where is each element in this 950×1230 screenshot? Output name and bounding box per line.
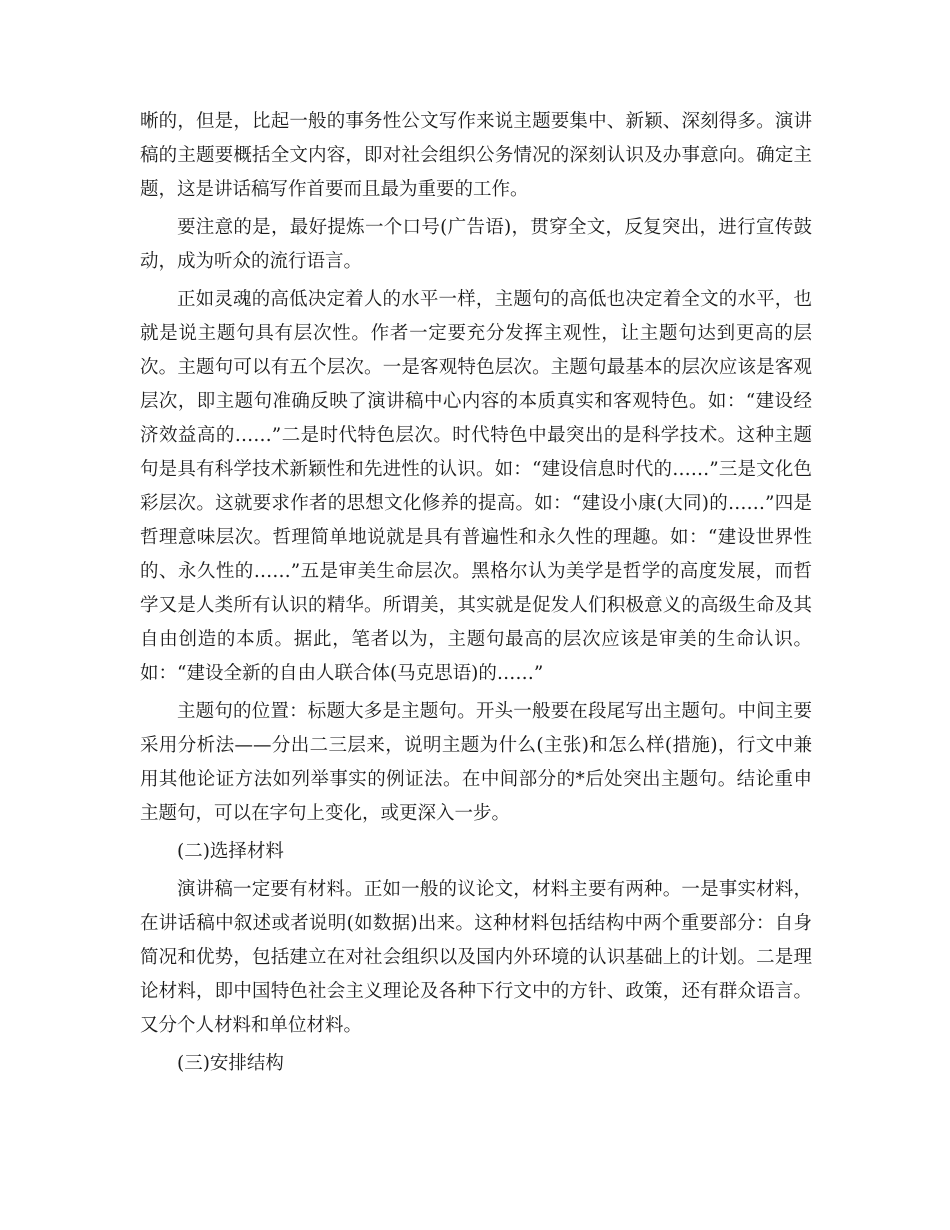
document-body <box>140 105 812 1085</box>
paragraph-theme-position: 主题句的位置：标题大多是主题句。开头一般要在段尾写出主题句。中间主要采用分析法——分出二三层来，说明主题为什么(主张)和怎么样(措施)，行文中兼用其他论证方法如列举事实的例证法。在中间部分的*后处突出主题句。结论重申主题句，可以在字句上变化，或更深入一步。 <box>140 701 812 824</box>
paragraph-theme-levels: 正如灵魂的高低决定着人的水平一样，主题句的高低也决定着全文的水平，也就是说主题句具有层次性。作者一定要充分发挥主观性，让主题句达到更高的层次。主题句可以有五个层次。一是客观特色层次。主题句最基本的层次应该是客观层次，即主题句准确反映了演讲稿中心内容的本质真实和客观特色。如：“建设经济效益高的……”二是时代特色层次。时代特色中最突出的是科学技术。这种主题句是具有科学技术新颖性和先进性的认识。如：“建设信息时代的……”三是文化色彩层次。这就要求作者的思想文化修养的提高。如：“建设小康(大同)的……”四是哲理意味层次。哲理简单地说就是具有普遍性和永久性的理趣。如：“建设世界性的、永久性的……”五是审美生命层次。黑格尔认为美学是哲学的高度发展，而哲学又是人类所有认识的精华。所谓美，其实就是促发人们积极意义的高级生命及其自由创造的本质。据此，笔者以为，主题句最高的层次应该是审美的生命认识。如：“建设全新的自由人联合体(马克思语)的……” <box>140 289 812 684</box>
section-heading-arrange-structure: (三)安排结构 <box>177 1053 284 1074</box>
paragraph-slogan-note: 要注意的是，最好提炼一个口号(广告语)，贯穿全文，反复突出，进行宣传鼓动，成为听众的流行语言。 <box>140 217 812 272</box>
paragraph-theme-summary: 晰的，但是，比起一般的事务性公文写作来说主题要集中、新颖、深刻得多。演讲稿的主题要概括全文内容，即对社会组织公务情况的深刻认识及办事意向。确定主题，这是讲话稿写作首要而且最为重要的工作。 <box>140 111 812 200</box>
paragraph-materials: 演讲稿一定要有材料。正如一般的议论文，材料主要有两种。一是事实材料，在讲话稿中叙述或者说明(如数据)出来。这种材料包括结构中两个重要部分：自身简况和优势，包括建立在对社会组织以及国内外环境的认识基础上的计划。二是理论材料，即中国特色社会主义理论及各种下行文中的方针、政策，还有群众语言。又分个人材料和单位材料。 <box>140 879 812 1036</box>
section-heading-select-material: (二)选择材料 <box>177 841 284 862</box>
